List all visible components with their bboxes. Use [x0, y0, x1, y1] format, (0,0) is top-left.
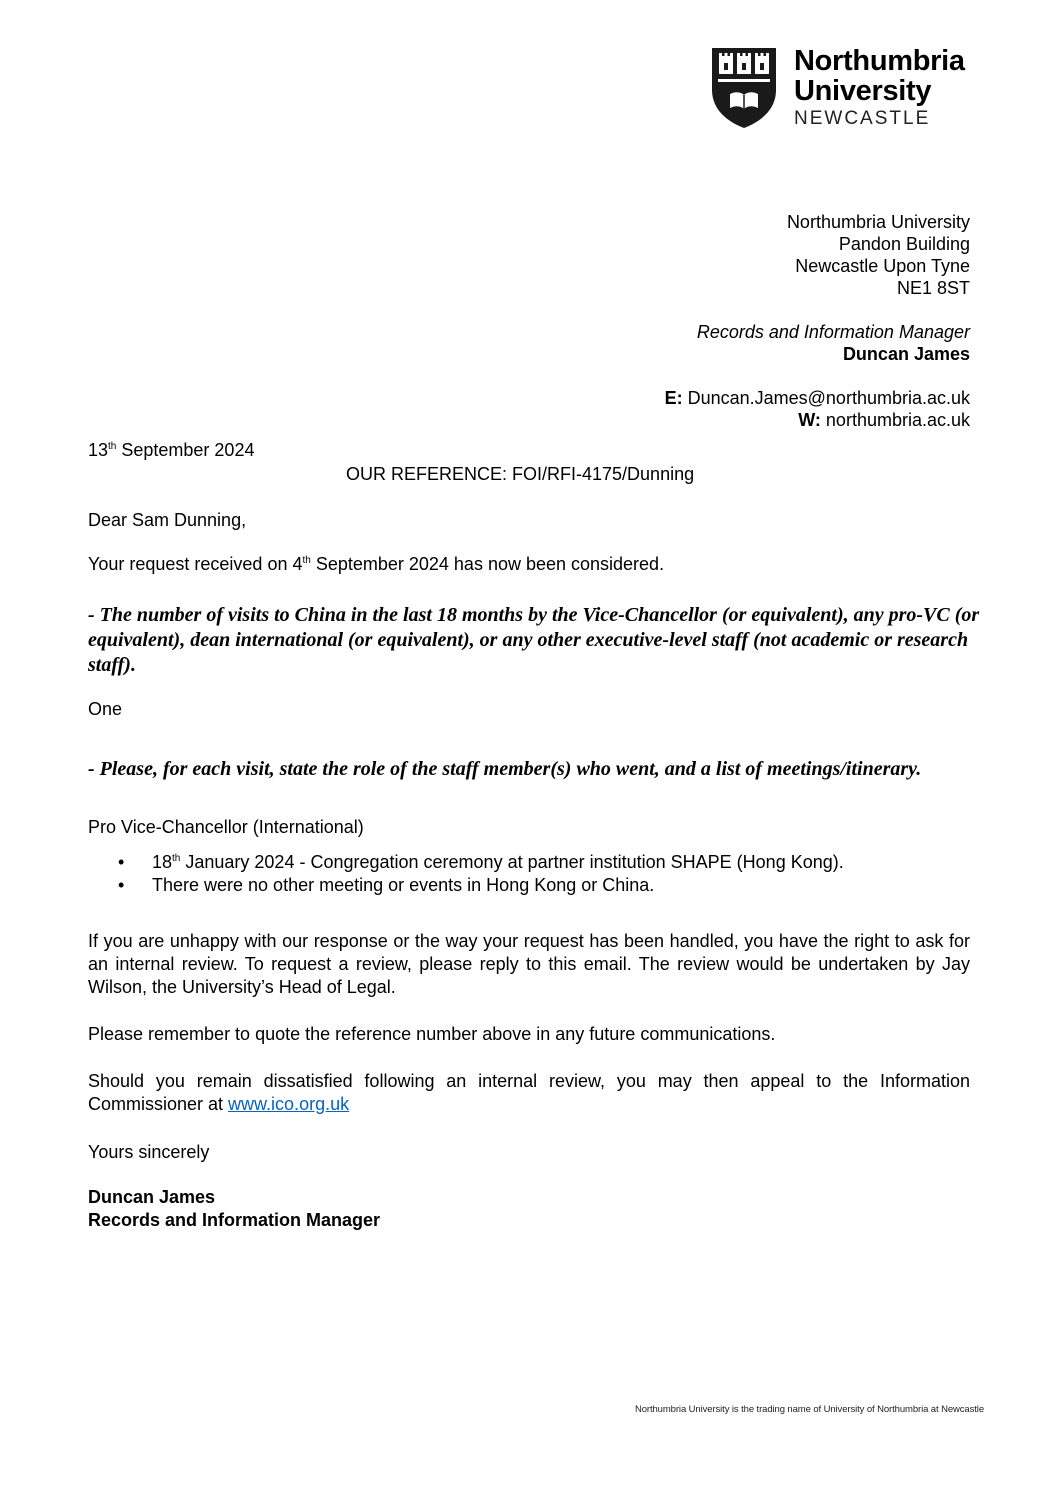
sender-contact: [665, 387, 970, 431]
sender-name: Duncan James: [842, 344, 970, 364]
email-address[interactable]: Duncan.James@northumbria.ac.uk: [687, 388, 970, 408]
item-day: 18: [152, 852, 173, 872]
received-text: Your request received on 4: [88, 554, 303, 574]
address-line: Northumbria University: [786, 212, 970, 232]
date-rest: September 2024: [116, 440, 255, 460]
sender-details: [697, 321, 970, 365]
quote-reference-paragraph: Please remember to quote the reference number above in any future communications.: [88, 1024, 776, 1044]
appeal-text: Should you remain dissatisfied following an internal review, you may then appeal to the Information Commissioner at: [88, 1071, 970, 1114]
sender-address: [787, 211, 970, 299]
question-1: - The number of visits to China in the last 18 months by the Vice-Chancellor (or equivalent), any pro-VC (or equivalent), dean international (or equivalent), or any other executive-level staff (not academic or research staff).: [88, 604, 980, 676]
received-suffix: th: [302, 555, 311, 566]
question-2: - Please, for each visit, state the role of the staff member(s) who went, and a list of meetings/itinerary.: [88, 758, 922, 780]
letter-date: [88, 440, 254, 461]
date-suffix: th: [108, 441, 117, 452]
logo-wordmark-line3: NEWCASTLE: [794, 108, 931, 129]
address-line: Pandon Building: [838, 234, 970, 254]
answer-1: One: [88, 699, 123, 719]
address-line: NE1 8ST: [896, 278, 970, 298]
university-crest-icon: [710, 46, 778, 130]
appeal-paragraph: [88, 1070, 970, 1116]
logo-wordmark-line1: Northumbria: [794, 45, 965, 77]
ico-link[interactable]: www.ico.org.uk: [228, 1094, 350, 1114]
date-day: 13: [88, 440, 109, 460]
item-text: January 2024 - Congregation ceremony at partner institution SHAPE (Hong Kong).: [180, 852, 844, 872]
signature-name: Duncan James: [88, 1187, 216, 1207]
answer-2: Pro Vice-Chancellor (International): [88, 817, 364, 837]
web-label: W:: [798, 410, 821, 430]
review-paragraph: If you are unhappy with our response or the way your request has been handled, you have the right to ask for an internal review. To request a review, please reply to this email. The review would be undertaken by Jay Wilson, the University’s Head of Legal.: [88, 931, 970, 997]
our-reference: OUR REFERENCE: FOI/RFI-4175/Dunning: [346, 464, 695, 484]
item-text: There were no other meeting or events in Hong Kong or China.: [152, 875, 655, 895]
signature-role: Records and Information Manager: [88, 1210, 381, 1230]
university-logo: [710, 46, 985, 132]
item-suffix: th: [172, 853, 181, 864]
email-label: E:: [664, 388, 683, 408]
itinerary-list: [118, 851, 844, 897]
request-received: [88, 554, 664, 575]
web-line: [665, 409, 970, 431]
sender-role: Records and Information Manager: [696, 322, 970, 342]
web-address[interactable]: northumbria.ac.uk: [825, 410, 970, 430]
address-line: Newcastle Upon Tyne: [795, 256, 970, 276]
email-line: [665, 387, 970, 409]
list-item: [118, 851, 844, 874]
received-text-end: September 2024 has now been considered.: [310, 554, 665, 574]
salutation: Dear Sam Dunning,: [88, 510, 247, 530]
logo-wordmark-line2: University: [794, 75, 932, 107]
page-footer: Northumbria University is the trading name of University of Northumbria at Newcastle: [634, 1404, 984, 1415]
closing: Yours sincerely: [88, 1142, 210, 1162]
list-item: [118, 874, 844, 897]
